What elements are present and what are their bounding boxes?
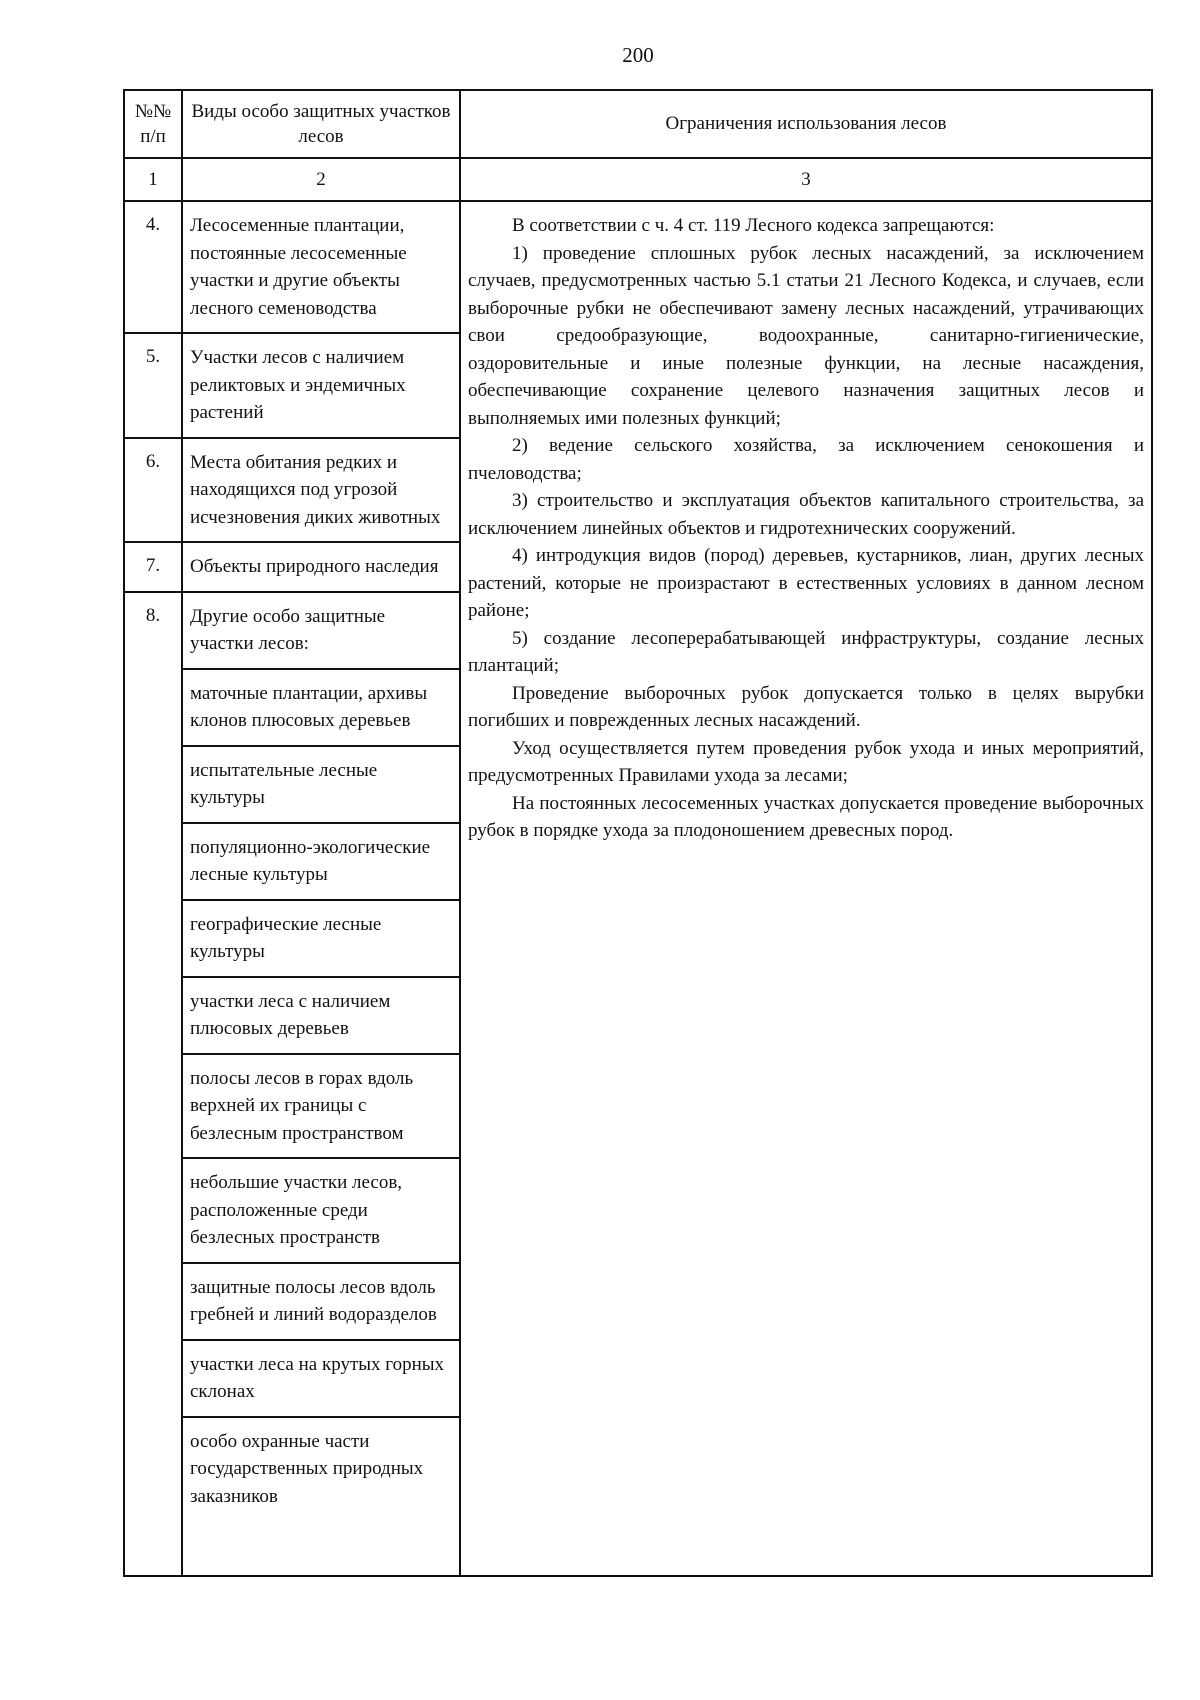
row-type: Объекты природного наследия	[190, 556, 439, 577]
restriction-paragraph: Уход осуществляется путем проведения рубок ухода и иных мероприятий, предусмотренных Правилами ухода за лесами;	[468, 737, 1144, 786]
row-number: 7.	[125, 543, 183, 591]
restriction-paragraph: В соответствии с ч. 4 ст. 119 Лесного кодекса запрещаются:	[512, 215, 995, 236]
subitem: особо охранные части государственных природных заказников	[190, 1430, 424, 1507]
table-row-8	[125, 593, 459, 1576]
restriction-paragraph: На постоянных лесосеменных участках допускается проведение выборочных рубок в порядке ухода за плодоношением древесных пород.	[468, 792, 1144, 841]
subitem: защитные полосы лесов вдоль гребней и линий водоразделов	[183, 1264, 459, 1341]
restriction-paragraph: 2) ведение сельского хозяйства, за исключением сенокошения и пчеловодства;	[468, 435, 1144, 484]
table-row	[125, 543, 459, 593]
row-type: Лесосеменные плантации, постоянные лесосеменные участки и другие объекты лесного семеноводства	[190, 215, 407, 319]
subitem: полосы лесов в горах вдоль верхней их границы с безлесным пространством	[183, 1055, 459, 1160]
row-type: Участки лесов с наличием реликтовых и эндемичных растений	[190, 347, 406, 423]
restriction-paragraph: 1) проведение сплошных рубок лесных насаждений, за исключением случаев, предусмотренных частью 5.1 статьи 21 Лесного Кодекса, и случаев, если выборочные рубки не обеспечивают замену лесных насаждений, утрачивающих свои средообразующие, водоохранные, санитарно-гигиенические, оздоровительные и иные полезные функции, на лесные насаждения, обеспечивающие сохранение целевого назначения защитных лесов и выполняемых ими полезных функций;	[468, 242, 1144, 429]
restriction-paragraph: Проведение выборочных рубок допускается только в целях вырубки погибших и поврежденных лесных насаждений.	[468, 682, 1144, 731]
subitem: испытательные лесные культуры	[183, 747, 459, 824]
table-row	[125, 439, 459, 544]
header-restrictions: Ограничения использования лесов	[461, 91, 1151, 159]
column-index-2: 2	[183, 159, 461, 202]
row-number: 6.	[125, 439, 183, 542]
row-number: 5.	[125, 334, 183, 437]
subitem: популяционно-экологические лесные культуры	[183, 824, 459, 901]
restriction-paragraph: 3) строительство и эксплуатация объектов капитального строительства, за исключением линейных объектов и гидротехнических сооружений.	[468, 490, 1144, 539]
row-8-title: Другие особо защитные участки лесов:	[183, 593, 459, 670]
header-type: Виды особо защитных участков лесов	[183, 91, 461, 159]
header-num: №№ п/п	[125, 91, 183, 159]
row-type: Места обитания редких и находящихся под угрозой исчезновения диких животных	[190, 451, 441, 528]
restrictions-table	[123, 89, 1153, 1577]
subitem: участки леса с наличием плюсовых деревьев	[183, 978, 459, 1055]
subitem: небольшие участки лесов, расположенные среди безлесных пространств	[183, 1159, 459, 1264]
subitem: участки леса на крутых горных склонах	[183, 1341, 459, 1418]
table-row	[125, 334, 459, 439]
row-number: 8.	[125, 593, 183, 1576]
restriction-paragraph: 4) интродукция видов (пород) деревьев, кустарников, лиан, других лесных растений, которые не произрастают в естественных условиях в данном лесном районе;	[468, 545, 1144, 621]
restriction-paragraph: 5) создание лесоперерабатывающей инфраструктуры, создание лесных плантаций;	[468, 627, 1144, 676]
table-row	[125, 202, 459, 334]
row-8-subitems	[183, 593, 459, 1576]
subitem: маточные плантации, архивы клонов плюсовых деревьев	[183, 670, 459, 747]
column-index-3: 3	[461, 159, 1151, 202]
row-number: 4.	[125, 202, 183, 332]
restrictions-text	[461, 202, 1151, 1575]
column-index-1: 1	[125, 159, 183, 202]
subitem: географические лесные культуры	[183, 901, 459, 978]
table-body-left	[125, 202, 461, 1575]
page-number: 200	[622, 43, 654, 67]
